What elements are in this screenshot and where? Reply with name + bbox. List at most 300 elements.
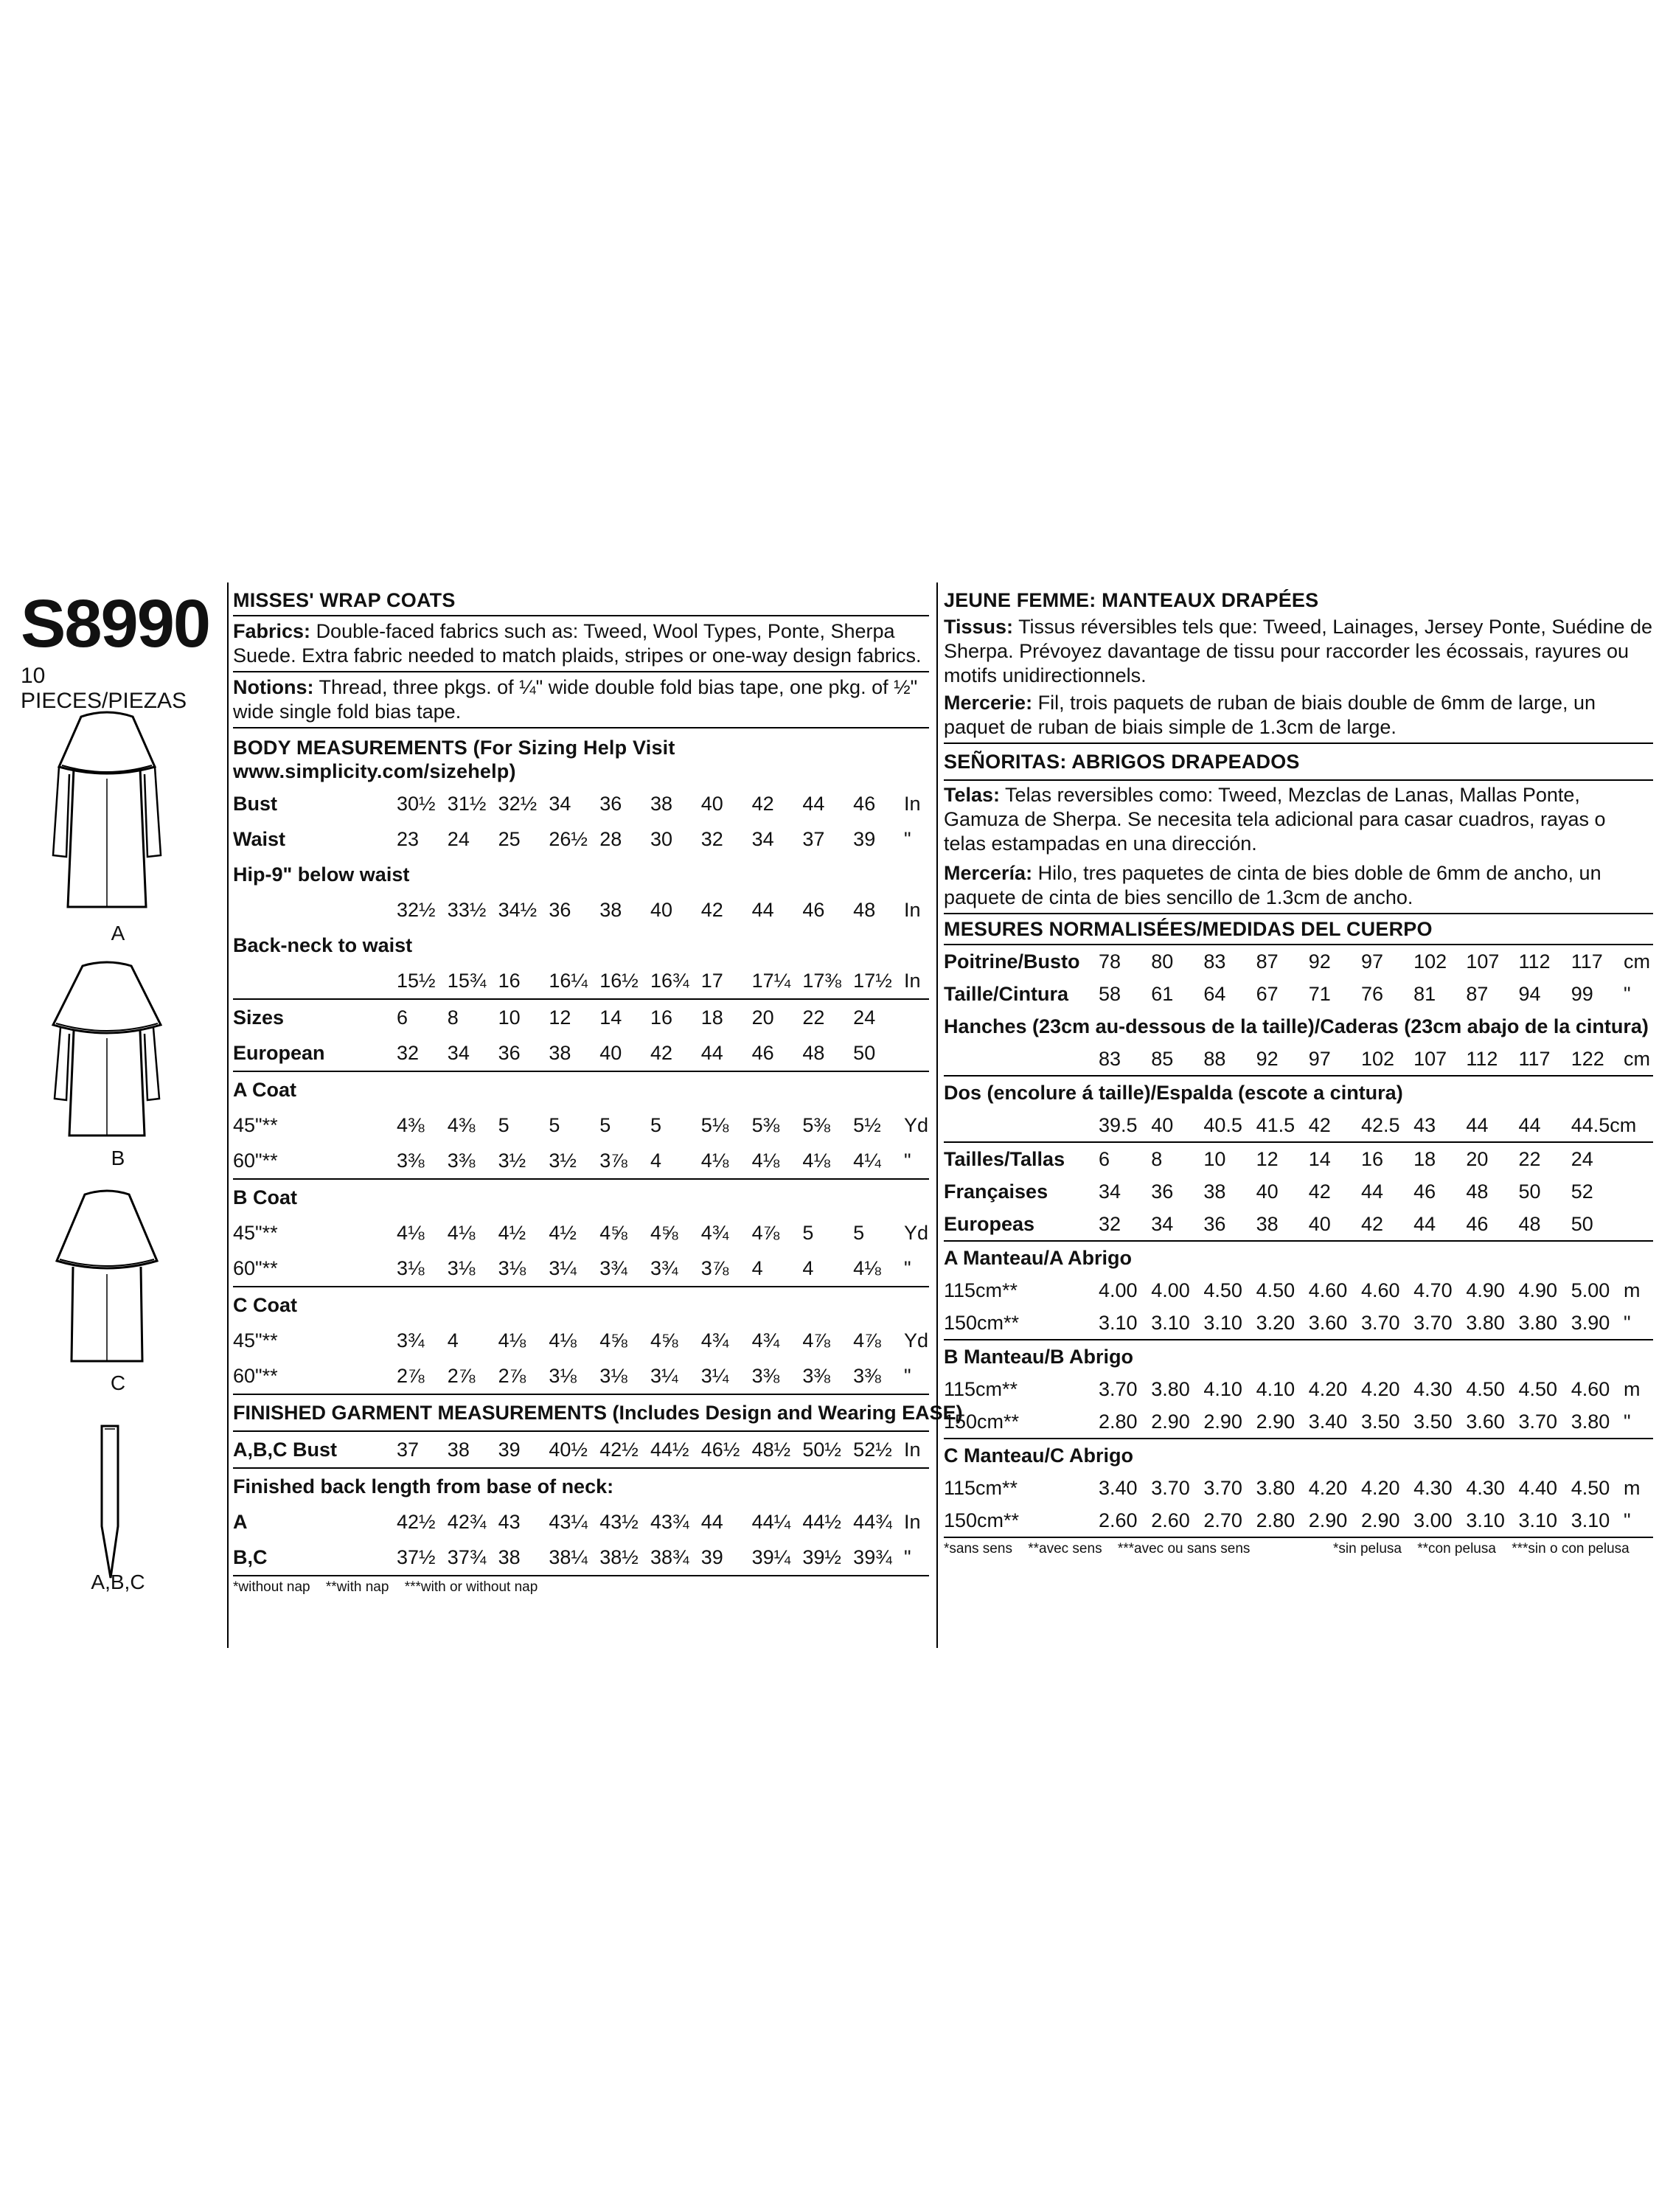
b-manteau-115-row-value: 4.20 xyxy=(1360,1377,1400,1400)
notions-label: Notions: xyxy=(233,676,314,698)
b-coat-60-row-value: 4⅛ xyxy=(853,1256,881,1279)
b-coat-45-row-value: 4½ xyxy=(549,1221,577,1244)
waist-row-value: 37 xyxy=(802,827,825,850)
taille-row-value: 61 xyxy=(1151,982,1174,1005)
b-manteau-150-row-value: 3.60 xyxy=(1466,1410,1505,1433)
a-coat-45-row xyxy=(233,1107,929,1143)
finished-bc-row-value: 37½ xyxy=(397,1545,436,1568)
b-manteau-115-row-value: 4.50 xyxy=(1466,1377,1505,1400)
b-manteau-150-row-unit: " xyxy=(1624,1410,1631,1433)
hanches-row-value: 102 xyxy=(1360,1047,1394,1070)
footnote-2: **with nap xyxy=(325,1579,389,1595)
waist-row-unit: " xyxy=(904,827,911,850)
bust-row-unit: In xyxy=(904,792,921,815)
c-manteau-150-row-value: 3.10 xyxy=(1518,1509,1558,1531)
waist-row-value: 26½ xyxy=(549,827,588,850)
finished-a-row-value: 43½ xyxy=(599,1510,639,1533)
b-manteau-150-row-label: 150cm** xyxy=(944,1410,1020,1433)
hanches-row xyxy=(944,1043,1653,1076)
b-coat-heading-label: B Coat xyxy=(233,1186,297,1208)
footnote-es-2: **con pelusa xyxy=(1417,1541,1496,1557)
finished-bc-row-value: 38 xyxy=(498,1545,521,1568)
c-manteau-115-row-unit: m xyxy=(1624,1476,1641,1499)
telas-block xyxy=(944,781,1653,858)
waist-row-value: 28 xyxy=(599,827,622,850)
c-manteau-150-row-label: 150cm** xyxy=(944,1509,1020,1531)
a-coat-60-row-unit: " xyxy=(904,1149,911,1172)
finished-bc-row-value: 38¾ xyxy=(650,1545,689,1568)
bust-row-value: 32½ xyxy=(498,792,538,815)
a-coat-45-row-value: 5⅜ xyxy=(751,1113,780,1136)
waist-row-value: 24 xyxy=(447,827,470,850)
c-coat-heading-label: C Coat xyxy=(233,1293,297,1316)
b-manteau-115-row xyxy=(944,1373,1653,1405)
a-coat-60-row-value: 4¼ xyxy=(853,1149,881,1172)
waist-row-value: 23 xyxy=(397,827,420,850)
hanches-row-value: 92 xyxy=(1256,1047,1279,1070)
bust-row-label: Bust xyxy=(233,792,277,815)
tailles-row-label: Tailles/Tallas xyxy=(944,1147,1065,1170)
a-coat-60-row-value: 4⅛ xyxy=(700,1149,729,1172)
b-coat-60-row-value: 3⅞ xyxy=(700,1256,729,1279)
a-manteau-150-row-value: 3.80 xyxy=(1466,1311,1505,1334)
tailles-row-value: 14 xyxy=(1308,1147,1331,1170)
back-row-value: 17¼ xyxy=(751,969,791,992)
dos-row-value: 41.5 xyxy=(1256,1113,1295,1136)
poitrine-row-value: 97 xyxy=(1360,950,1383,973)
sizes-row-value: 10 xyxy=(498,1006,521,1029)
european-row-value: 50 xyxy=(853,1041,876,1064)
b-coat-60-row-value: 4 xyxy=(802,1256,814,1279)
francaises-row xyxy=(944,1175,1653,1208)
dos-heading xyxy=(944,1076,1653,1109)
dos-row xyxy=(944,1109,1653,1142)
back-row-value: 16 xyxy=(498,969,521,992)
c-coat-45-row-value: 4⅞ xyxy=(853,1329,881,1352)
europeas-row-value: 38 xyxy=(1256,1212,1279,1235)
a-manteau-115-row-value: 4.90 xyxy=(1466,1279,1505,1301)
finished-a-row-value: 43¼ xyxy=(549,1510,588,1533)
tailles-row-value: 22 xyxy=(1518,1147,1541,1170)
finished-bc-row-unit: " xyxy=(904,1545,911,1568)
bust-row-value: 31½ xyxy=(447,792,487,815)
merceria-text: Hilo, tres paquetes de cinta de bies doble de 6mm de ancho, un paquete de cinta de bies sencillo de 1.3cm de ancho. xyxy=(944,862,1601,908)
finished-a-row-value: 44½ xyxy=(802,1510,841,1533)
telas-label: Telas: xyxy=(944,784,1001,806)
a-coat-45-row-value: 4⅜ xyxy=(447,1113,476,1136)
fabrics-text: Double-faced fabrics such as: Tweed, Wool Types, Ponte, Sherpa Suede. Extra fabric needed to match plaids, stripes or one-way design fabrics. xyxy=(233,620,922,667)
a-manteau-115-row-value: 4.50 xyxy=(1203,1279,1242,1301)
sizes-row-unit xyxy=(904,999,929,1035)
a-coat-45-row-value: 5 xyxy=(599,1113,611,1136)
a-manteau-115-row-value: 4.70 xyxy=(1413,1279,1453,1301)
c-manteau-115-row-value: 4.30 xyxy=(1413,1476,1453,1499)
francaises-row-value: 34 xyxy=(1099,1180,1121,1203)
tissus-label: Tissus: xyxy=(944,616,1014,638)
c-coat-45-row-value: 3¾ xyxy=(397,1329,425,1352)
b-coat-45-row-unit: Yd xyxy=(904,1221,929,1244)
b-manteau-150-row-value: 2.90 xyxy=(1151,1410,1190,1433)
bust-row-value: 38 xyxy=(650,792,673,815)
c-coat-60-row-value: 3⅛ xyxy=(599,1364,627,1387)
spanish-title: SEÑORITAS: ABRIGOS DRAPEADOS xyxy=(944,744,1653,781)
sizes-row-value: 18 xyxy=(700,1006,723,1029)
mesures-heading: MESURES NORMALISÉES/MEDIDAS DEL CUERPO xyxy=(944,914,1653,945)
back-row-value: 17⅜ xyxy=(802,969,841,992)
c-manteau-115-row xyxy=(944,1472,1653,1504)
back-row-value: 15¾ xyxy=(447,969,487,992)
waist-row-value: 34 xyxy=(751,827,774,850)
dos-row-value: 44 xyxy=(1518,1113,1541,1136)
body-measurements-heading: BODY MEASUREMENTS (For Sizing Help Visit www.simplicity.com/sizehelp) xyxy=(233,737,675,782)
a-coat-60-row-value: 3½ xyxy=(498,1149,526,1172)
tailles-row-value: 24 xyxy=(1571,1147,1593,1170)
finished-heading-row xyxy=(233,1394,929,1431)
poitrine-row-value: 107 xyxy=(1466,950,1500,973)
b-coat-45-row-value: 4⅛ xyxy=(397,1221,425,1244)
a-coat-heading xyxy=(233,1071,929,1107)
francaises-row-value: 46 xyxy=(1413,1180,1436,1203)
b-coat-45-row-value: 4⅞ xyxy=(751,1221,780,1244)
francaises-row-value: 50 xyxy=(1518,1180,1541,1203)
c-manteau-115-row-value: 3.80 xyxy=(1256,1476,1295,1499)
finished-a-row-value: 42¾ xyxy=(447,1510,487,1533)
dos-row-value: 44.5cm xyxy=(1571,1113,1637,1136)
c-manteau-115-row-value: 3.40 xyxy=(1099,1476,1138,1499)
poitrine-row-value: 87 xyxy=(1256,950,1279,973)
footnote-fr-1: *sans sens xyxy=(944,1541,1012,1557)
c-coat-heading xyxy=(233,1287,929,1323)
b-manteau-115-row-value: 3.80 xyxy=(1151,1377,1190,1400)
taille-row-value: 99 xyxy=(1571,982,1593,1005)
poitrine-row-value: 80 xyxy=(1151,950,1174,973)
tissus-text: Tissus réversibles tels que: Tweed, Lainages, Jersey Ponte, Suédine de Sherpa. Prévoyez davantage de tissu pour raccorder les écossais, rayures ou motifs unidirectionnels. xyxy=(944,616,1653,686)
finished-bust-row-value: 50½ xyxy=(802,1438,841,1461)
dos-row-value: 43 xyxy=(1413,1113,1436,1136)
b-coat-heading xyxy=(233,1179,929,1215)
hanches-row-value: 83 xyxy=(1099,1047,1121,1070)
european-row-value: 46 xyxy=(751,1041,774,1064)
c-coat-45-row-value: 4⅛ xyxy=(549,1329,577,1352)
pattern-pieces: 10 PIECES/PIEZAS xyxy=(21,664,187,713)
c-manteau-150-row-value: 2.90 xyxy=(1308,1509,1348,1531)
b-manteau-115-row-value: 4.60 xyxy=(1571,1377,1610,1400)
b-coat-45-row-value: 5 xyxy=(802,1221,814,1244)
french-spanish-column xyxy=(936,582,1653,1648)
footnote-fr-2: **avec sens xyxy=(1028,1541,1102,1557)
c-manteau-150-row-unit: " xyxy=(1624,1509,1631,1531)
c-coat-45-row-value: 4⅞ xyxy=(802,1329,830,1352)
c-manteau-heading xyxy=(944,1439,1653,1472)
english-footnotes xyxy=(233,1576,929,1596)
a-coat-60-row-value: 3⅜ xyxy=(447,1149,476,1172)
european-row-value: 32 xyxy=(397,1041,420,1064)
european-row-value: 36 xyxy=(498,1041,521,1064)
finished-bc-row-value: 39¾ xyxy=(853,1545,892,1568)
c-coat-60-row-value: 3⅜ xyxy=(853,1364,881,1387)
b-coat-45-row xyxy=(233,1215,929,1251)
a-manteau-115-row-value: 4.50 xyxy=(1256,1279,1295,1301)
back-row-value: 17½ xyxy=(853,969,892,992)
europeas-row-value: 40 xyxy=(1308,1212,1331,1235)
waist-row-label: Waist xyxy=(233,827,286,850)
sizes-row-value: 14 xyxy=(599,1006,622,1029)
hip-row-value: 36 xyxy=(549,898,571,921)
tailles-row-value: 20 xyxy=(1466,1147,1489,1170)
b-coat-60-row-unit: " xyxy=(904,1256,911,1279)
hip-heading xyxy=(233,857,929,892)
sizes-row-value: 20 xyxy=(751,1006,774,1029)
merceria-label: Mercería: xyxy=(944,862,1033,884)
finished-bust-row-value: 46½ xyxy=(700,1438,740,1461)
back-row xyxy=(233,963,929,999)
mercerie-text: Fil, trois paquets de ruban de biais double de 6mm de large, un paquet de ruban de biais simple de 1.3cm de large. xyxy=(944,692,1596,738)
bust-row xyxy=(233,786,929,821)
tailles-row-value: 18 xyxy=(1413,1147,1436,1170)
finished-bc-row-value: 37¾ xyxy=(447,1545,487,1568)
back-heading xyxy=(233,928,929,963)
finished-bust-row-value: 40½ xyxy=(549,1438,588,1461)
european-row xyxy=(233,1035,929,1071)
c-manteau-150-row-value: 3.10 xyxy=(1571,1509,1610,1531)
european-row-value: 42 xyxy=(650,1041,673,1064)
europeas-row-label: Europeas xyxy=(944,1212,1035,1235)
a-manteau-150-row-unit: " xyxy=(1624,1311,1631,1334)
tailles-row xyxy=(944,1142,1653,1175)
b-manteau-heading xyxy=(944,1340,1653,1373)
sizes-row-value: 12 xyxy=(549,1006,571,1029)
waist-row-value: 32 xyxy=(700,827,723,850)
tailles-row-value: 12 xyxy=(1256,1147,1279,1170)
b-coat-60-row-value: 3¾ xyxy=(650,1256,678,1279)
tailles-row-value: 10 xyxy=(1203,1147,1226,1170)
back-heading-label: Back-neck to waist xyxy=(233,933,413,956)
poitrine-row-value: 78 xyxy=(1099,950,1121,973)
body-measurements-table xyxy=(233,786,963,1576)
hip-row-value: 34½ xyxy=(498,898,538,921)
c-manteau-115-row-value: 4.50 xyxy=(1571,1476,1610,1499)
a-coat-heading-label: A Coat xyxy=(233,1078,296,1101)
sizes-row-value: 8 xyxy=(447,1006,459,1029)
a-coat-60-row-value: 4⅛ xyxy=(802,1149,830,1172)
europeas-row xyxy=(944,1208,1653,1241)
b-coat-60-row-label: 60"** xyxy=(233,1256,278,1279)
footnote-3: ***with or without nap xyxy=(404,1579,538,1595)
b-coat-60-row-value: 3⅛ xyxy=(397,1256,425,1279)
finished-bust-row-value: 39 xyxy=(498,1438,521,1461)
finished-back-heading-row xyxy=(233,1468,929,1504)
mercerie-block xyxy=(944,688,1653,744)
back-row-value: 16¾ xyxy=(650,969,689,992)
sizes-row-value: 6 xyxy=(397,1006,408,1029)
hip-row-value: 48 xyxy=(853,898,876,921)
a-manteau-heading xyxy=(944,1241,1653,1274)
c-manteau-150-row-value: 3.10 xyxy=(1466,1509,1505,1531)
c-manteau-115-row-value: 4.20 xyxy=(1360,1476,1400,1499)
c-coat-60-row-value: 3⅛ xyxy=(549,1364,577,1387)
francaises-row-value: 38 xyxy=(1203,1180,1226,1203)
finished-a-row-unit: In xyxy=(904,1510,921,1533)
finished-bust-row-label: A,B,C Bust xyxy=(233,1438,337,1461)
hanches-row-value: 112 xyxy=(1466,1047,1498,1070)
finished-a-row-value: 42½ xyxy=(397,1510,436,1533)
a-manteau-150-row-value: 3.10 xyxy=(1203,1311,1242,1334)
b-coat-60-row-value: 4 xyxy=(751,1256,763,1279)
a-manteau-150-row-label: 150cm** xyxy=(944,1311,1020,1334)
c-coat-45-row xyxy=(233,1323,929,1358)
b-coat-60-row xyxy=(233,1251,929,1287)
c-coat-60-row-value: 3¼ xyxy=(650,1364,678,1387)
a-coat-45-row-value: 4⅜ xyxy=(397,1113,425,1136)
finished-a-row-value: 43¾ xyxy=(650,1510,689,1533)
bust-row-value: 46 xyxy=(853,792,876,815)
a-manteau-150-row-value: 3.70 xyxy=(1413,1311,1453,1334)
b-coat-60-row-value: 3⅛ xyxy=(447,1256,476,1279)
a-coat-60-row-value: 3⅜ xyxy=(397,1149,425,1172)
a-manteau-115-row-value: 4.00 xyxy=(1099,1279,1138,1301)
c-manteau-115-row-value: 3.70 xyxy=(1151,1476,1190,1499)
europeas-row-value: 34 xyxy=(1151,1212,1174,1235)
b-manteau-150-row-value: 3.50 xyxy=(1360,1410,1400,1433)
dos-row-value: 39.5 xyxy=(1099,1113,1138,1136)
european-row-value: 48 xyxy=(802,1041,825,1064)
a-manteau-115-row-label: 115cm** xyxy=(944,1279,1018,1301)
c-manteau-150-row-value: 2.70 xyxy=(1203,1509,1242,1531)
b-coat-45-row-label: 45"** xyxy=(233,1221,278,1244)
c-coat-60-row-unit: " xyxy=(904,1364,911,1387)
b-coat-45-row-value: 4½ xyxy=(498,1221,526,1244)
c-manteau-115-row-value: 4.40 xyxy=(1518,1476,1558,1499)
a-manteau-150-row-value: 3.20 xyxy=(1256,1311,1295,1334)
back-row-value: 15½ xyxy=(397,969,436,992)
finished-bc-row-value: 38½ xyxy=(599,1545,639,1568)
taille-row-value: 87 xyxy=(1466,982,1489,1005)
europeas-row-value: 48 xyxy=(1518,1212,1541,1235)
dos-row-value: 42 xyxy=(1308,1113,1331,1136)
taille-row-value: 94 xyxy=(1518,982,1541,1005)
hanches-row-value: 122 xyxy=(1571,1047,1604,1070)
b-manteau-150-row-value: 3.50 xyxy=(1413,1410,1453,1433)
a-coat-45-row-value: 5 xyxy=(549,1113,560,1136)
hip-row-value: 40 xyxy=(650,898,673,921)
b-manteau-150-row-value: 2.90 xyxy=(1203,1410,1242,1433)
a-manteau-150-row-value: 3.90 xyxy=(1571,1311,1610,1334)
dos-row-value: 40.5 xyxy=(1203,1113,1242,1136)
c-manteau-115-row-value: 4.20 xyxy=(1308,1476,1348,1499)
europeas-row-value: 36 xyxy=(1203,1212,1226,1235)
european-row-value: 44 xyxy=(700,1041,723,1064)
taille-row-value: 58 xyxy=(1099,982,1121,1005)
tailles-row-value: 8 xyxy=(1151,1147,1163,1170)
europeas-row-value: 50 xyxy=(1571,1212,1593,1235)
c-coat-60-row-value: 3⅜ xyxy=(751,1364,780,1387)
pattern-number: S8990 xyxy=(21,586,210,661)
view-b-label: B xyxy=(111,1147,125,1169)
a-manteau-115-row-value: 4.00 xyxy=(1151,1279,1190,1301)
c-manteau-115-row-label: 115cm** xyxy=(944,1476,1018,1499)
c-coat-45-row-value: 4¾ xyxy=(700,1329,729,1352)
c-coat-45-row-unit: Yd xyxy=(904,1329,929,1352)
bust-row-value: 30½ xyxy=(397,792,436,815)
a-coat-45-row-value: 5 xyxy=(498,1113,509,1136)
a-manteau-150-row-value: 3.80 xyxy=(1518,1311,1558,1334)
europeas-row-unit xyxy=(1624,1208,1653,1241)
c-coat-60-row-value: 3⅜ xyxy=(802,1364,830,1387)
a-manteau-150-row xyxy=(944,1307,1653,1340)
finished-a-row-value: 44 xyxy=(700,1510,723,1533)
hanches-row-value: 117 xyxy=(1518,1047,1551,1070)
bust-row-value: 40 xyxy=(700,792,723,815)
dos-row-value: 42.5 xyxy=(1360,1113,1400,1136)
hanches-row-value: 107 xyxy=(1413,1047,1447,1070)
taille-row-value: 67 xyxy=(1256,982,1279,1005)
english-column xyxy=(227,582,963,1648)
back-row-label xyxy=(233,963,397,999)
c-coat-45-row-label: 45"** xyxy=(233,1329,278,1352)
b-coat-45-row-value: 4⅝ xyxy=(650,1221,678,1244)
sizes-row-value: 16 xyxy=(650,1006,673,1029)
finished-bust-row-value: 38 xyxy=(447,1438,470,1461)
c-coat-60-row-value: 2⅞ xyxy=(498,1364,526,1387)
belt-sketch xyxy=(96,1423,125,1585)
b-manteau-heading-label: B Manteau/B Abrigo xyxy=(944,1345,1134,1368)
fabrics-block xyxy=(233,616,929,672)
notions-text: Thread, three pkgs. of ¼" wide double fold bias tape, one pkg. of ½" wide single fold bias tape. xyxy=(233,676,918,723)
finished-bc-row xyxy=(233,1540,929,1576)
francaises-row-value: 36 xyxy=(1151,1180,1174,1203)
taille-row-label: Taille/Cintura xyxy=(944,982,1069,1005)
taille-row-value: 76 xyxy=(1360,982,1383,1005)
c-manteau-150-row-value: 2.90 xyxy=(1360,1509,1400,1531)
c-manteau-150-row xyxy=(944,1504,1653,1537)
hip-row-value: 33½ xyxy=(447,898,487,921)
hanches-row-label xyxy=(944,1043,1099,1076)
b-coat-60-row-value: 3¾ xyxy=(599,1256,627,1279)
view-abc-label: A,B,C xyxy=(91,1571,145,1593)
mercerie-label: Mercerie: xyxy=(944,692,1033,714)
hip-row-label xyxy=(233,892,397,928)
taille-row-value: 64 xyxy=(1203,982,1226,1005)
b-manteau-150-row-value: 3.40 xyxy=(1308,1410,1348,1433)
waist-row-value: 30 xyxy=(650,827,673,850)
hip-row-value: 38 xyxy=(599,898,622,921)
hip-row-value: 46 xyxy=(802,898,825,921)
hip-row-unit: In xyxy=(904,898,921,921)
hip-row-value: 44 xyxy=(751,898,774,921)
b-manteau-115-row-value: 4.10 xyxy=(1256,1377,1295,1400)
finished-bc-row-value: 38¼ xyxy=(549,1545,588,1568)
view-b-sketch xyxy=(52,959,162,1150)
a-coat-60-row-value: 4⅛ xyxy=(751,1149,780,1172)
c-coat-60-row-value: 2⅞ xyxy=(397,1364,425,1387)
dos-row-value: 44 xyxy=(1466,1113,1489,1136)
dos-heading-label: Dos (encolure á taille)/Espalda (escote a cintura) xyxy=(944,1081,1403,1104)
bust-row-value: 34 xyxy=(549,792,571,815)
finished-a-row-value: 44¼ xyxy=(751,1510,791,1533)
francaises-row-value: 44 xyxy=(1360,1180,1383,1203)
hip-row-value: 42 xyxy=(700,898,723,921)
b-manteau-115-row-label: 115cm** xyxy=(944,1377,1018,1400)
poitrine-row-value: 117 xyxy=(1571,950,1603,973)
a-manteau-115-row-value: 4.60 xyxy=(1360,1279,1400,1301)
sizes-row-label: Sizes xyxy=(233,1006,285,1029)
european-row-value: 34 xyxy=(447,1041,470,1064)
c-manteau-150-row-value: 3.00 xyxy=(1413,1509,1453,1531)
c-manteau-heading-label: C Manteau/C Abrigo xyxy=(944,1444,1134,1467)
a-coat-45-row-unit: Yd xyxy=(904,1113,929,1136)
mesures-table xyxy=(944,945,1653,1538)
europeas-row-value: 32 xyxy=(1099,1212,1121,1235)
